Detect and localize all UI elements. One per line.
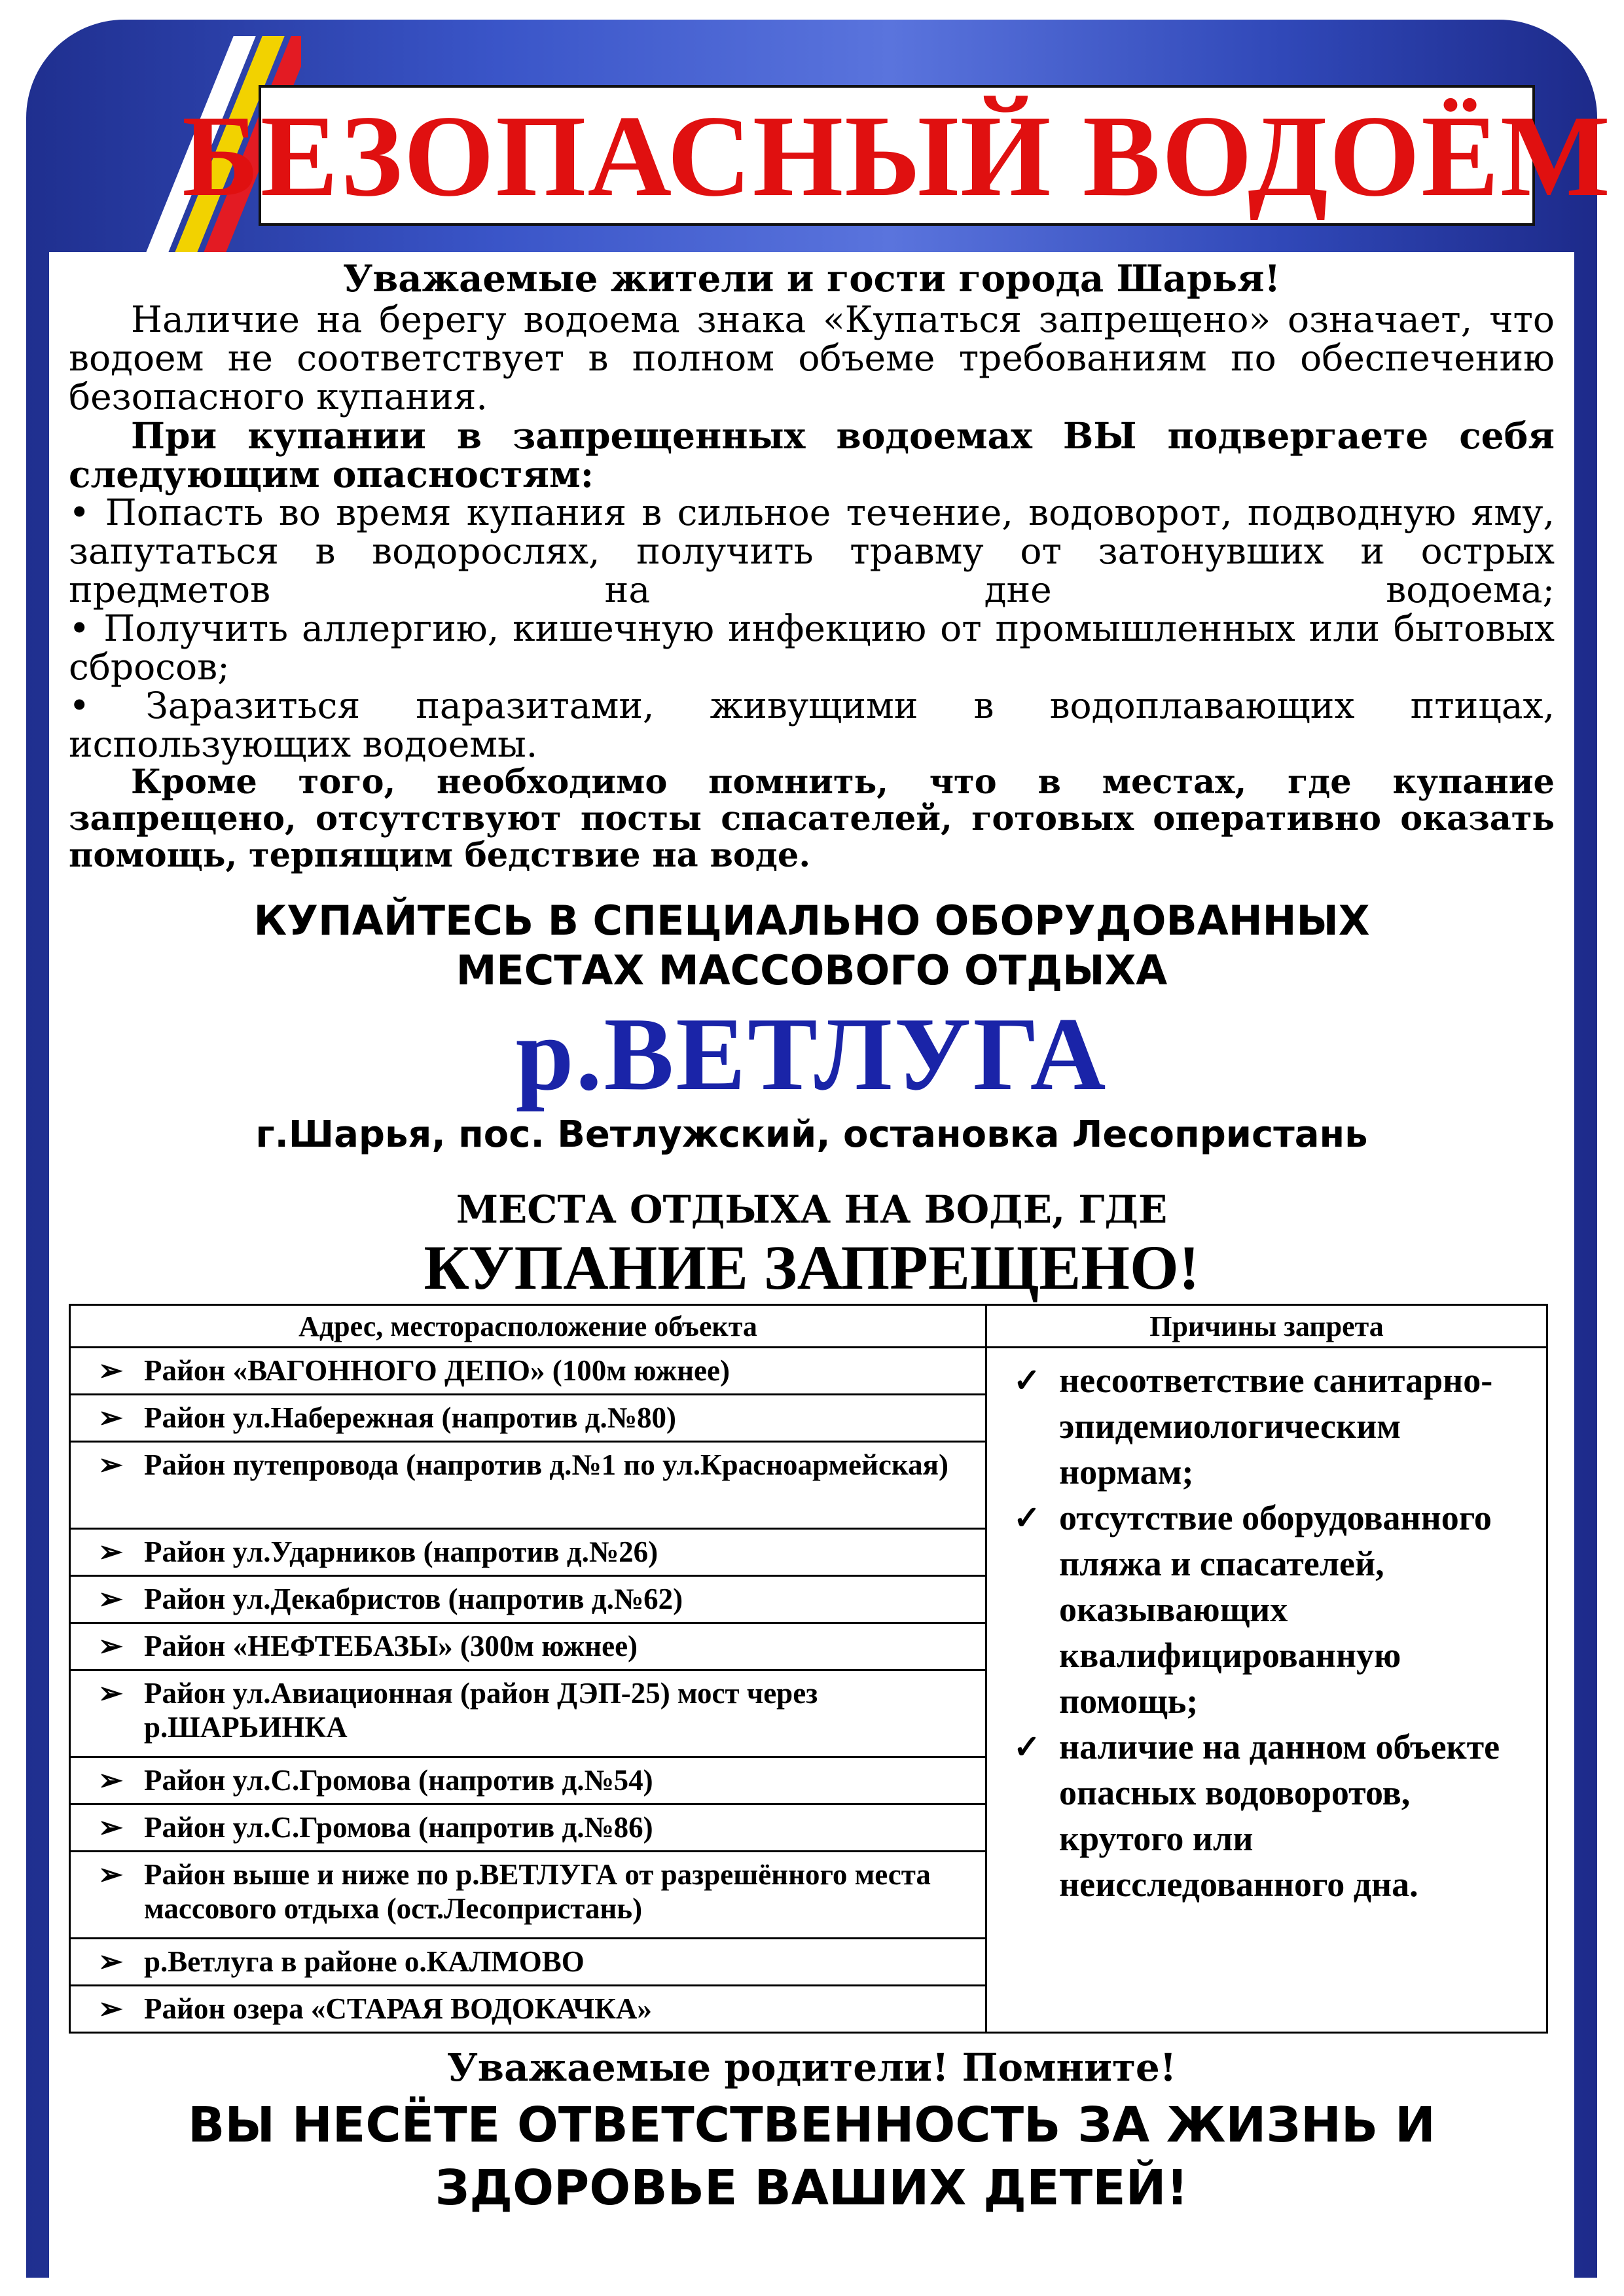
danger-item-2: • Получить аллергию, кишечную инфекцию от промышленных или бытовых сбросов; — [69, 607, 1555, 688]
danger-item-3: • Заразиться паразитами, живущими в водоплавающих птицах, использующих водоемы. — [69, 685, 1555, 765]
address-text: Район «НЕФТЕБАЗЫ» (300м южнее) — [144, 1630, 638, 1662]
content-inner — [69, 252, 1555, 2219]
address-cell — [70, 1939, 986, 1986]
greeting: Уважаемые жители и гости города Шарья! — [342, 257, 1281, 300]
arrow-bullet-icon: ➢ — [98, 1677, 123, 1710]
river-name: р.ВЕТЛУГА — [515, 996, 1108, 1112]
address-text: Район озера «СТАРАЯ ВОДОКАЧКА» — [144, 1992, 652, 2025]
checkmark-icon: ✓ — [1013, 1362, 1041, 1399]
address-text: Район ул.Ударников (напротив д.№26) — [144, 1535, 659, 1568]
arrow-bullet-icon: ➢ — [98, 1354, 123, 1387]
col-address-header: Адрес, месторасположение объекта — [70, 1305, 986, 1348]
address-text: Район путепровода (напротив д.№1 по ул.Красноармейская) — [144, 1448, 948, 1481]
arrow-bullet-icon: ➢ — [98, 1535, 123, 1568]
responsibility-line1: ВЫ НЕСЁТЕ ОТВЕТСТВЕННОСТЬ ЗА ЖИЗНЬ И — [188, 2097, 1435, 2153]
address-cell — [70, 1757, 986, 1804]
danger-item-1: • Попасть во время купания в сильное течение, водоворот, подводную яму, запутаться в водорослях, получить травму от затонувших и острых предметов на дне водоема; — [69, 492, 1555, 611]
content-area — [49, 252, 1574, 2278]
banned-places-table — [69, 1304, 1548, 2034]
address-text: Район «ВАГОННОГО ДЕПО» (100м южнее) — [144, 1354, 730, 1387]
arrow-bullet-icon: ➢ — [98, 1858, 123, 1891]
arrow-bullet-icon: ➢ — [98, 1630, 123, 1662]
address-text: Район ул.С.Громова (напротив д.№86) — [144, 1811, 653, 1844]
arrow-bullet-icon: ➢ — [98, 1811, 123, 1844]
address-cell — [70, 1670, 986, 1757]
banned-places-heading: МЕСТА ОТДЫХА НА ВОДЕ, ГДЕ — [456, 1187, 1168, 1232]
arrow-bullet-icon: ➢ — [98, 1448, 123, 1481]
reason-text: отсутствие оборудованного пляжа и спасателей, оказывающих квалифицированную помощь; — [1059, 1498, 1492, 1721]
page-title: БЕЗОПАСНЫЙ ВОДОЁМ — [182, 90, 1612, 221]
banned-heading: КУПАНИЕ ЗАПРЕЩЕНО! — [424, 1232, 1200, 1302]
rescuers-note: Кроме того, необходимо помнить, что в местах, где купание запрещено, отсутствуют посты спасателей, готовых оперативно оказать помощь, терпящим бедствие на воде. — [69, 762, 1555, 875]
address-text: р.Ветлуга в районе о.КАЛМОВО — [144, 1945, 585, 1978]
col-reasons-header: Причины запрета — [986, 1305, 1547, 1348]
address-text: Район выше и ниже по р.ВЕТЛУГА от разрешённого места массового отдыха (ост.Лесопристань) — [144, 1858, 931, 1925]
address-cell — [70, 1623, 986, 1670]
safe-location: г.Шарья, пос. Ветлужский, остановка Лесопристань — [255, 1113, 1368, 1156]
title-box — [182, 85, 1612, 226]
address-cell — [70, 1804, 986, 1852]
address-cell — [70, 1395, 986, 1442]
dangers-heading: При купании в запрещенных водоемах ВЫ подвергаете себя следующим опасностям: — [69, 414, 1555, 495]
reasons-cell — [986, 1348, 1547, 2033]
reason-item — [1013, 1495, 1540, 1724]
reason-text: наличие на данном объекте опасных водоворотов, крутого или неисследованного дна. — [1059, 1727, 1500, 1904]
address-cell — [70, 1348, 986, 1395]
checkmark-icon: ✓ — [1013, 1499, 1041, 1536]
intro-paragraph: Наличие на берегу водоема знака «Купаться запрещено» означает, что водоем не соответствует в полном объеме требованиям по обеспечению безопасного купания. — [69, 298, 1555, 418]
arrow-bullet-icon: ➢ — [98, 1401, 123, 1434]
address-text: Район ул.Декабристов (напротив д.№62) — [144, 1583, 683, 1615]
address-cell — [70, 1852, 986, 1939]
responsibility-line2: ЗДОРОВЬЕ ВАШИХ ДЕТЕЙ! — [435, 2160, 1189, 2216]
address-cell — [70, 1442, 986, 1529]
parents-note: Уважаемые родители! Помните! — [446, 2045, 1177, 2090]
arrow-bullet-icon: ➢ — [98, 1764, 123, 1797]
address-text: Район ул.С.Громова (напротив д.№54) — [144, 1764, 653, 1797]
safe-places-line1: КУПАЙТЕСЬ В СПЕЦИАЛЬНО ОБОРУДОВАННЫХ — [253, 897, 1370, 944]
safe-places-line2: МЕСТАХ МАССОВОГО ОТДЫХА — [456, 946, 1168, 994]
address-text: Район ул.Набережная (напротив д.№80) — [144, 1401, 676, 1434]
checkmark-icon: ✓ — [1013, 1729, 1041, 1765]
table-row — [70, 1348, 1547, 1395]
address-cell — [70, 1986, 986, 2033]
table-header-row — [70, 1305, 1547, 1348]
reason-item — [1013, 1724, 1540, 1907]
address-cell — [70, 1576, 986, 1623]
address-cell — [70, 1529, 986, 1576]
reason-item — [1013, 1357, 1540, 1495]
arrow-bullet-icon: ➢ — [98, 1945, 123, 1978]
arrow-bullet-icon: ➢ — [98, 1583, 123, 1615]
address-text: Район ул.Авиационная (район ДЭП-25) мост через р.ШАРЬИНКА — [144, 1677, 818, 1744]
arrow-bullet-icon: ➢ — [98, 1992, 123, 2025]
reason-text: несоответствие санитарно-эпидемиологическим нормам; — [1059, 1361, 1493, 1492]
